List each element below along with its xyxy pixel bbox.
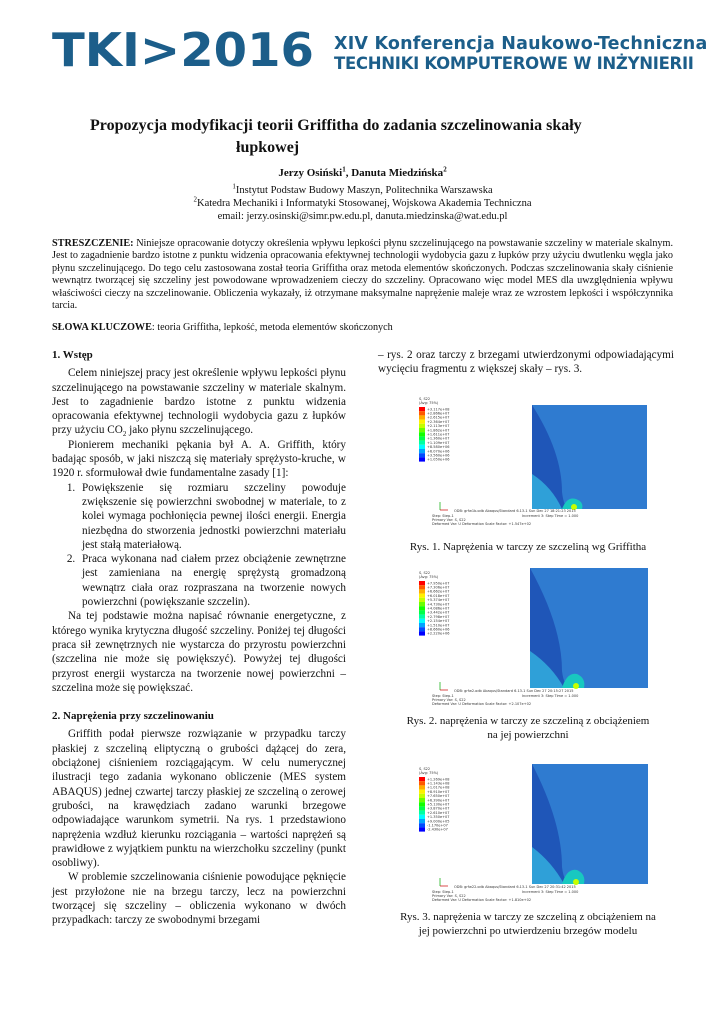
legend-swatch — [419, 781, 425, 785]
legend-swatch — [419, 428, 425, 432]
axis-triad-icon — [440, 502, 448, 510]
author-2: Danuta Miedzińska — [351, 167, 444, 179]
legend-value: +2.364e+07 — [427, 419, 450, 424]
affiliation-1-text: Instytut Podstaw Budowy Maszyn, Politechnika Warszawska — [235, 185, 493, 196]
list-item: 2. Praca wykonana nad ciałem przez obciążenie zewnętrzne jest zamieniana na energię sprężystą gromadzoną wewnątrz ciała oraz rozpraszana na tworzenie nowych powierzchni (powiększanie szczelin). — [78, 552, 346, 609]
figure-step: Step: Step-1 — [432, 514, 454, 518]
legend-value: +5.130e+07 — [427, 802, 450, 807]
figure-deformed: Deformed Var: U Deformation Scale Factor: +1.547e+02 — [432, 522, 532, 526]
legend-1 — [419, 397, 450, 462]
legend-value: -1.170e+07 — [427, 823, 448, 828]
legend-value: +1.109e+07 — [427, 440, 450, 445]
legend-swatch — [419, 424, 425, 428]
legend-value: +1.510e+07 — [427, 623, 450, 628]
figure-1 — [412, 392, 650, 526]
axis-triad-icon — [440, 878, 448, 886]
legend-title: S, S22 — [419, 397, 431, 401]
legend-swatch — [419, 610, 425, 614]
legend-swatch — [419, 811, 425, 815]
legend-value: +6.390e+07 — [427, 798, 450, 803]
legend-swatch — [419, 802, 425, 806]
figure-deformed: Deformed Var: U Deformation Scale Factor: +2.107e+02 — [432, 702, 532, 706]
legend-swatch — [419, 436, 425, 440]
section-1-paragraph-1 — [52, 366, 346, 437]
paper-title — [90, 115, 680, 159]
conference-line-1: XIV Konferencja Naukowo-Techniczna — [334, 34, 708, 54]
legend-3 — [419, 767, 450, 832]
legend-value: +1.143e+08 — [427, 781, 450, 786]
axis-triad-icon — [440, 682, 448, 690]
abstract-text: Niniejsze opracowanie dotyczy określenia wpływu lepkości płynu szczelinującego na powstawanie szczeliny w materiale skalnym. Jest to zagadnienie bardzo istotne z punktu widzenia opracowania efektywnej technologii wydobycia gazu z łupków przy użyciu dwutlenku węgla jako płynu szczelinującego. Do tego celu zastosowana został teoria Griffitha oraz metoda elementów skończonych. Podczas szczelinowania skały ciśnienie wewnątrz tworzącej się szczeliny jest powodowane wprowadzeniem cieczy do szczeliny. Opracowano więc model MES dla uwzględnienia wpływu właściwości cieczy na szczelinowanie. Obliczenia wykazały, iż otrzymane maksymalne naprężenie maleje wraz ze wzrostem lepkości i współczynnika tarcia. — [52, 238, 673, 312]
legend-swatch — [419, 815, 425, 819]
legend-value: +1.017e+08 — [427, 785, 450, 790]
conference-line-2: TECHNIKI KOMPUTEROWE W INŻYNIERII — [334, 54, 694, 73]
legend-swatch — [419, 627, 425, 631]
legend-value: +3.442e+07 — [427, 610, 450, 615]
legend-swatch — [419, 457, 425, 461]
author-separator: , — [345, 167, 352, 179]
legend-value: +1.862e+07 — [427, 428, 450, 433]
legend-value: +8.910e+07 — [427, 789, 450, 794]
legend-value: +2.113e+07 — [427, 424, 450, 429]
abstract-label: STRESZCZENIE: — [52, 238, 134, 249]
legend-value: +6.662e+07 — [427, 589, 450, 594]
legend-swatch — [419, 631, 425, 635]
conference-name — [334, 34, 707, 74]
keywords — [52, 322, 673, 333]
figure-increment: Increment 3: Step Time = 1.000 — [522, 514, 579, 518]
figure-step: Step: Step-1 — [432, 890, 454, 894]
legend-value: +1.360e+07 — [427, 436, 450, 441]
legend-swatch — [419, 615, 425, 619]
caption-line-2: jej powierzchni po utwierdzeniu brzegów modelu — [418, 925, 638, 937]
legend-value: +7.650e+07 — [427, 794, 450, 799]
title-line-1: Propozycja modyfikacji teorii Griffitha do zadania szczelinowania skały — [90, 117, 582, 134]
section-1-heading: 1. Wstęp — [52, 349, 93, 361]
legend-swatch — [419, 777, 425, 781]
legend-value: +3.560e+06 — [427, 453, 450, 458]
legend-title: S, S22 — [419, 571, 431, 575]
legend-swatch — [419, 432, 425, 436]
legend-value: +5.374e+07 — [427, 598, 450, 603]
legend-swatch — [419, 598, 425, 602]
legend-swatch — [419, 453, 425, 457]
authors — [0, 167, 725, 179]
legend-swatch — [419, 623, 425, 627]
affiliation-2-sup: 2 — [193, 195, 197, 204]
legend-sub: (Avg: 75%) — [419, 401, 439, 405]
legend-value: +2.154e+07 — [427, 619, 450, 624]
principles-list — [52, 481, 346, 610]
figure-increment: Increment 3: Step Time = 1.000 — [522, 890, 579, 894]
legend-value: +1.269e+08 — [427, 777, 450, 782]
legend-value: +1.611e+07 — [427, 432, 450, 437]
legend-swatch — [419, 602, 425, 606]
left-column — [52, 348, 346, 928]
legend-sub: (Avg: 75%) — [419, 771, 439, 775]
title-line-2: łupkowej — [236, 139, 300, 156]
figure-primary: Primary Var: S, S22 — [432, 698, 466, 702]
legend-swatch — [419, 449, 425, 453]
figure-step: Step: Step-1 — [432, 694, 454, 698]
legend-value: +8.660e+06 — [427, 627, 450, 632]
figure-3-caption — [375, 910, 681, 938]
section-2-paragraph-1: Griffith podał pierwsze rozwiązanie w przypadku tarczy płaskiej z szczeliną eliptyczną o grubości dążącej do zera, obciążonej ciśnieniem rozciągającym. W celu numerycznej ilustracji tego zadania wykonano obliczenie (MES system ABAQUS) jednej czwartej tarczy płaskiej ze szczeliną o zerowej grubości, na krawędziach zadano warunki brzegowe odpowiadające warunkom symetrii. Na rys. 1 przedstawiono naprężenia wzdłuż kierunku rozciągania – wartości naprężeń są prawidłowe z wyjątkiem punktu na wierzchołku szczeliny (punkt osobliwy). — [52, 728, 346, 870]
legend-2 — [419, 571, 450, 636]
affiliation-2 — [0, 197, 725, 210]
legend-swatch — [419, 445, 425, 449]
legend-value: +3.870e+07 — [427, 806, 450, 811]
legend-value: +2.220e+06 — [427, 631, 450, 636]
figure-deformed: Deformed Var: U Deformation Scale Factor: +1.810e+02 — [432, 898, 532, 902]
list-item: 1. Powiększenie się rozmiaru szczeliny powoduje zwiększenie się powierzchni swobodnej w materiale, to z kolei wymaga pochłonięcia pewnej ilości energii. Energia niezbędna do stworzenia jednostki powierzchni materiału jest stałą materiałową. — [78, 481, 346, 552]
legend-value: +4.086e+07 — [427, 606, 450, 611]
legend-swatch — [419, 411, 425, 415]
legend-value: +1.350e+07 — [427, 815, 450, 820]
legend-value: +7.950e+07 — [427, 581, 450, 586]
figure-2-caption — [375, 714, 681, 742]
legend-swatch — [419, 407, 425, 411]
figure-primary: Primary Var: S, S22 — [432, 518, 466, 522]
affiliation-1 — [0, 184, 725, 197]
section-1-paragraph-2: Pionierem mechaniki pękania był A. A. Griffith, który badając sposób, w jaki niszczą się materiały sprężysto-kruche, w 1920 r. sformułował dwie fundamentalne zasady [1]: — [52, 438, 346, 480]
author-1: Jerzy Osiński — [278, 167, 343, 179]
keywords-text: : teoria Griffitha, lepkość, metoda elementów skończonych — [151, 322, 393, 333]
legend-value: +8.580e+06 — [427, 445, 450, 450]
legend-value: +1.050e+06 — [427, 457, 450, 462]
email: email: jerzy.osinski@simr.pw.edu.pl, danuta.miedzinska@wat.edu.pl — [217, 211, 508, 222]
legend-value: +2.866e+07 — [427, 411, 450, 416]
section-1-paragraph-3: Na tej podstawie można napisać równanie energetyczne, z którego wynika krytyczna długość szczeliny. Poniżej tej długości praca sił zewnętrznych nie wystarcza do przyrostu powierzchni (szczelina nie może się powiększyć). Powyżej tej długości przyrost energii wystarcza na tworzenie nowej powierzchni – szczelina może się powiększać. — [52, 610, 346, 694]
figure-3 — [412, 762, 650, 904]
abstract — [52, 238, 673, 312]
legend-swatch — [419, 823, 425, 827]
legend-value: +2.615e+07 — [427, 415, 450, 420]
legend-value: +4.730e+07 — [427, 602, 450, 607]
p1-text-a: Celem niniejszej pracy jest określenie wpływu lepkości płynu szczelinującego na powstawanie szczeliny w materiale skalnym. Jest to zagadnienie bardzo istotne z punktu widzenia opracowania efektywnej technologii wydobycia gazu z łupków przy użyciu CO — [52, 367, 346, 437]
legend-swatch — [419, 589, 425, 593]
legend-swatch — [419, 794, 425, 798]
figure-increment: Increment 3: Step Time = 1.000 — [522, 694, 579, 698]
legend-value: +6.070e+06 — [427, 449, 450, 454]
figure-2 — [412, 566, 650, 708]
legend-swatch — [419, 785, 425, 789]
legend-swatch — [419, 594, 425, 598]
section-2-paragraph-2: W problemie szczelinowania ciśnienie powodujące pęknięcie jest przyłożone nie na brzegu tarczy, lecz na powierzchni tworzącej się szczeliny – obliczenia wykonano w dwóch przypadkach: tarczy ze swobodnymi brzegami — [52, 871, 346, 927]
caption-line-1: Rys. 3. naprężenia w tarczy ze szczeliną z obciążeniem na — [400, 911, 656, 923]
logo-text: TKI>2016 — [52, 30, 314, 70]
caption-line-1: Rys. 2. naprężenia w tarczy ze szczeliną z obciążeniem — [406, 715, 650, 727]
legend-swatch — [419, 441, 425, 445]
figure-1-caption: Rys. 1. Naprężenia w tarczy ze szczeliną wg Griffitha — [409, 541, 647, 553]
legend-title: S, S22 — [419, 767, 431, 771]
legend-value: +7.306e+07 — [427, 585, 450, 590]
legend-swatch — [419, 581, 425, 585]
legend-sub: (Avg: 75%) — [419, 575, 439, 579]
legend-value: +2.610e+07 — [427, 810, 450, 815]
legend-swatch — [419, 420, 425, 424]
legend-swatch — [419, 806, 425, 810]
legend-value: +3.117e+08 — [427, 407, 450, 412]
section-2-heading: 2. Naprężenia przy szczelinowaniu — [52, 710, 214, 723]
legend-swatch — [419, 606, 425, 610]
author-2-sup: 2 — [443, 165, 447, 174]
legend-swatch — [419, 819, 425, 823]
legend-swatch — [419, 798, 425, 802]
figure-footer: ODB: grfw22.odb Abaqus/Standard 6.13-1 Sun Dec 27 20:31:42 2015 — [454, 885, 576, 889]
author-1-sup: 1 — [342, 165, 346, 174]
legend-value: -2.430e+07 — [427, 827, 448, 832]
legend-swatch — [419, 790, 425, 794]
legend-value: +9.000e+05 — [427, 819, 450, 824]
affiliation-1-sup: 1 — [232, 182, 236, 191]
figure-footer: ODB: grfw2.odb Abaqus/Standard 6.13-1 Sun Dec 27 20:15:27 2015 — [454, 689, 574, 693]
legend-swatch — [419, 415, 425, 419]
legend-value: +6.018e+07 — [427, 593, 450, 598]
legend-swatch — [419, 619, 425, 623]
affiliation-2-text: Katedra Mechaniki i Informatyki Stosowanej, Wojskowa Akademia Techniczna — [196, 198, 532, 209]
co2-subscript: 2 — [122, 430, 127, 439]
caption-line-2: na jej powierzchni — [487, 729, 569, 741]
p1-text-b: jako płynu szczelinującego. — [126, 424, 254, 437]
figure-footer: ODB: grfw1b.odb Abaqus/Standard 6.13-1 Sun Dec 27 18:21:23 2015 — [454, 509, 576, 513]
legend-swatch — [419, 827, 425, 831]
figure-primary: Primary Var: S, S22 — [432, 894, 466, 898]
right-column-continuation: – rys. 2 oraz tarczy z brzegami utwierdzonymi odpowiadającymi wycięciu fragmentu z większej skały – rys. 3. — [378, 349, 674, 376]
legend-swatch — [419, 585, 425, 589]
tki-2016-logo — [52, 30, 314, 70]
legend-value: +2.798e+07 — [427, 614, 450, 619]
keywords-label: SŁOWA KLUCZOWE — [52, 322, 152, 333]
right-column-text — [378, 348, 674, 377]
